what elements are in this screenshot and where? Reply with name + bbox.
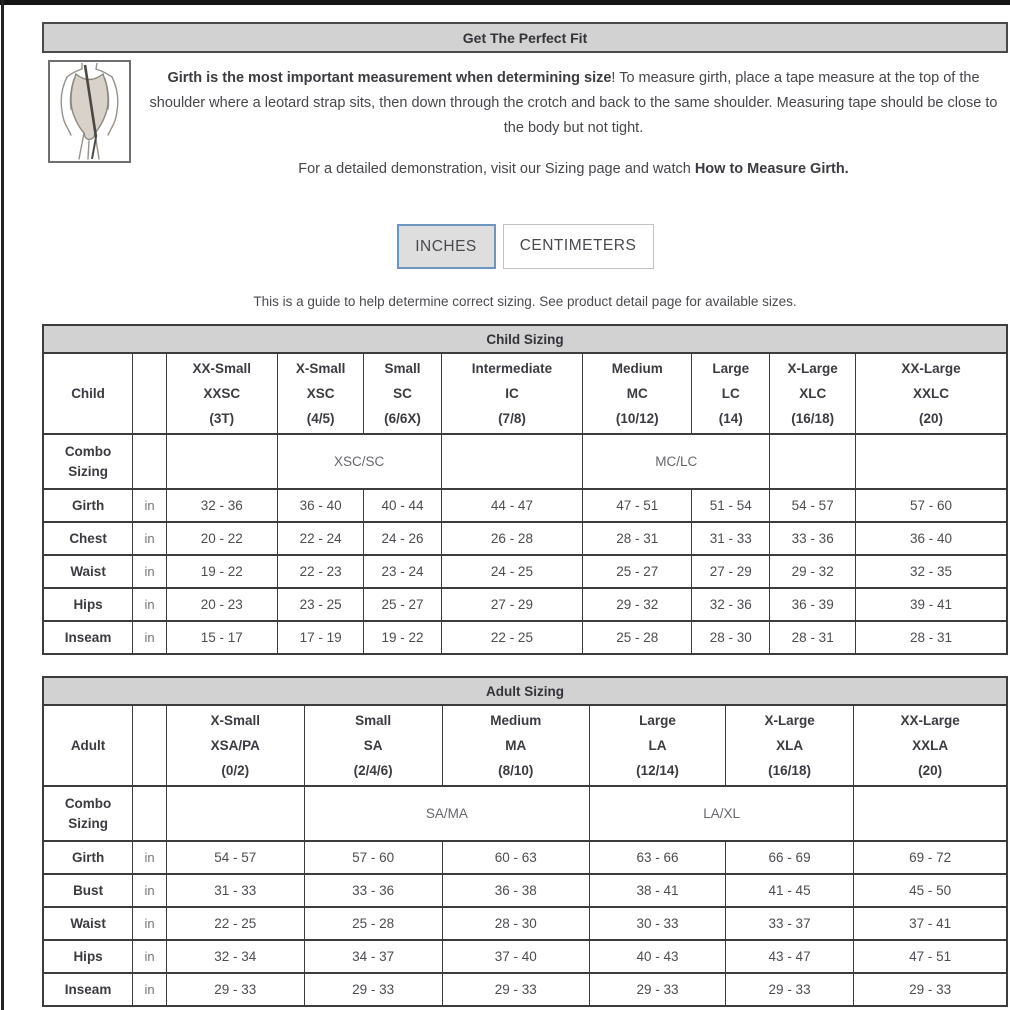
measurement-label: Inseam bbox=[43, 621, 133, 654]
size-header-cell bbox=[442, 705, 589, 786]
value-cell: 28 - 31 bbox=[583, 522, 692, 555]
leotard-figure-icon bbox=[51, 63, 128, 160]
size-name: XX-Large bbox=[901, 361, 961, 376]
size-range: (6/6X) bbox=[384, 411, 421, 426]
leotard-girth-diagram bbox=[48, 60, 131, 163]
size-header-cell bbox=[304, 705, 442, 786]
table-row bbox=[43, 940, 1007, 973]
size-header-row bbox=[43, 705, 1007, 786]
value-cell: 32 - 36 bbox=[692, 588, 770, 621]
size-code: MC bbox=[626, 386, 648, 401]
size-name: X-Small bbox=[295, 361, 346, 376]
size-chart-page bbox=[42, 0, 1008, 1007]
size-range: (8/10) bbox=[498, 763, 534, 778]
size-header-row bbox=[43, 353, 1007, 434]
empty-cell bbox=[133, 353, 167, 434]
size-name: XX-Large bbox=[900, 713, 960, 728]
girth-intro-section bbox=[42, 60, 1008, 177]
value-cell: 41 - 45 bbox=[725, 874, 853, 907]
size-code: SA bbox=[363, 738, 383, 753]
size-header-cell bbox=[166, 353, 277, 434]
unit-label: in bbox=[133, 621, 167, 654]
value-cell: 19 - 22 bbox=[364, 621, 441, 654]
combo-group: MC/LC bbox=[583, 434, 770, 489]
value-cell: 57 - 60 bbox=[856, 489, 1007, 522]
combo-sizing-row bbox=[43, 434, 1007, 489]
value-cell: 22 - 25 bbox=[166, 907, 304, 940]
size-header-cell bbox=[770, 353, 856, 434]
size-range: (20) bbox=[918, 763, 943, 778]
value-cell: 27 - 29 bbox=[441, 588, 583, 621]
value-cell: 47 - 51 bbox=[854, 940, 1007, 973]
value-cell: 25 - 27 bbox=[583, 555, 692, 588]
measurement-label: Waist bbox=[43, 555, 133, 588]
value-cell: 33 - 36 bbox=[770, 522, 856, 555]
size-name: Medium bbox=[490, 713, 542, 728]
value-cell: 29 - 33 bbox=[725, 973, 853, 1006]
table-row bbox=[43, 907, 1007, 940]
unit-toggle bbox=[42, 224, 1008, 269]
size-range: (7/8) bbox=[498, 411, 526, 426]
size-code: XSA/PA bbox=[210, 738, 260, 753]
size-range: (12/14) bbox=[636, 763, 679, 778]
how-to-measure-girth-label: How to Measure Girth. bbox=[694, 161, 849, 177]
measurement-label: Waist bbox=[43, 907, 133, 940]
value-cell: 32 - 35 bbox=[856, 555, 1007, 588]
value-cell: 23 - 25 bbox=[277, 588, 364, 621]
page-title: Get The Perfect Fit bbox=[42, 22, 1008, 53]
value-cell: 34 - 37 bbox=[304, 940, 442, 973]
unit-label: in bbox=[133, 588, 167, 621]
size-name: XX-Small bbox=[192, 361, 252, 376]
size-header-cell bbox=[590, 705, 726, 786]
unit-label: in bbox=[133, 489, 167, 522]
value-cell: 20 - 23 bbox=[166, 588, 277, 621]
size-code: XLC bbox=[799, 386, 827, 401]
size-code: SC bbox=[393, 386, 412, 401]
value-cell: 22 - 23 bbox=[277, 555, 364, 588]
value-cell: 25 - 27 bbox=[364, 588, 441, 621]
value-cell: 25 - 28 bbox=[583, 621, 692, 654]
unit-label: in bbox=[133, 940, 167, 973]
size-code: XXSC bbox=[203, 386, 241, 401]
table-row bbox=[43, 874, 1007, 907]
table-row bbox=[43, 588, 1007, 621]
measurement-label: Inseam bbox=[43, 973, 133, 1006]
table-title-row bbox=[43, 677, 1007, 705]
girth-instruction-bold: Girth is the most important measurement when determining size bbox=[167, 70, 612, 86]
size-code: XSC bbox=[306, 386, 335, 401]
empty-cell bbox=[133, 786, 167, 841]
size-range: (3T) bbox=[209, 411, 235, 426]
empty-cell bbox=[133, 434, 167, 489]
size-name: Intermediate bbox=[471, 361, 553, 376]
combo-sizing-header: Combo Sizing bbox=[43, 434, 133, 489]
size-name: Small bbox=[355, 713, 392, 728]
value-cell: 32 - 36 bbox=[166, 489, 277, 522]
size-code: XXLA bbox=[912, 738, 949, 753]
table-row bbox=[43, 841, 1007, 874]
size-code: LA bbox=[648, 738, 667, 753]
value-cell: 54 - 57 bbox=[770, 489, 856, 522]
value-cell: 20 - 22 bbox=[166, 522, 277, 555]
size-name: Large bbox=[639, 713, 676, 728]
size-header-cell bbox=[725, 705, 853, 786]
adult-sizing-table bbox=[42, 676, 1008, 1007]
empty-cell bbox=[133, 705, 167, 786]
child-table-title: Child Sizing bbox=[43, 325, 1007, 353]
sizing-guide-note: This is a guide to help determine correct sizing. See product detail page for available sizes. bbox=[253, 294, 797, 309]
value-cell: 29 - 33 bbox=[304, 973, 442, 1006]
unit-label: in bbox=[133, 907, 167, 940]
unit-label: in bbox=[133, 874, 167, 907]
value-cell: 28 - 31 bbox=[770, 621, 856, 654]
value-cell: 44 - 47 bbox=[441, 489, 583, 522]
size-header-cell bbox=[583, 353, 692, 434]
value-cell: 15 - 17 bbox=[166, 621, 277, 654]
table-row bbox=[43, 973, 1007, 1006]
unit-label: in bbox=[133, 522, 167, 555]
child-row-header: Child bbox=[43, 353, 133, 434]
value-cell: 54 - 57 bbox=[166, 841, 304, 874]
girth-instruction-text bbox=[143, 66, 1004, 141]
size-range: (14) bbox=[718, 411, 743, 426]
size-header-cell bbox=[692, 353, 770, 434]
girth-instructions bbox=[131, 60, 1008, 177]
empty-cell bbox=[770, 434, 856, 489]
size-name: X-Small bbox=[210, 713, 261, 728]
size-name: X-Large bbox=[764, 713, 815, 728]
inches-button[interactable]: INCHES bbox=[397, 224, 496, 269]
measurement-label: Girth bbox=[43, 841, 133, 874]
value-cell: 45 - 50 bbox=[854, 874, 1007, 907]
value-cell: 26 - 28 bbox=[441, 522, 583, 555]
value-cell: 22 - 25 bbox=[441, 621, 583, 654]
leotard-shape bbox=[71, 74, 108, 140]
unit-label: in bbox=[133, 841, 167, 874]
value-cell: 29 - 33 bbox=[590, 973, 726, 1006]
size-header-cell bbox=[441, 353, 583, 434]
measurement-label: Hips bbox=[43, 588, 133, 621]
adult-row-header: Adult bbox=[43, 705, 133, 786]
left-edge-border bbox=[1, 0, 4, 1010]
adult-table-title: Adult Sizing bbox=[43, 677, 1007, 705]
table-row bbox=[43, 522, 1007, 555]
measurement-label: Hips bbox=[43, 940, 133, 973]
size-header-cell bbox=[277, 353, 364, 434]
table-row bbox=[43, 621, 1007, 654]
value-cell: 23 - 24 bbox=[364, 555, 441, 588]
size-code: IC bbox=[505, 386, 519, 401]
size-range: (20) bbox=[919, 411, 944, 426]
value-cell: 39 - 41 bbox=[856, 588, 1007, 621]
value-cell: 29 - 33 bbox=[854, 973, 1007, 1006]
value-cell: 29 - 33 bbox=[442, 973, 589, 1006]
value-cell: 51 - 54 bbox=[692, 489, 770, 522]
value-cell: 69 - 72 bbox=[854, 841, 1007, 874]
value-cell: 25 - 28 bbox=[304, 907, 442, 940]
value-cell: 27 - 29 bbox=[692, 555, 770, 588]
size-name: Large bbox=[712, 361, 750, 376]
value-cell: 24 - 26 bbox=[364, 522, 441, 555]
value-cell: 29 - 32 bbox=[583, 588, 692, 621]
size-range: (4/5) bbox=[306, 411, 335, 426]
table-row bbox=[43, 555, 1007, 588]
measurement-label: Bust bbox=[43, 874, 133, 907]
value-cell: 31 - 33 bbox=[166, 874, 304, 907]
value-cell: 47 - 51 bbox=[583, 489, 692, 522]
unit-label: in bbox=[133, 555, 167, 588]
size-range: (2/4/6) bbox=[353, 763, 393, 778]
value-cell: 37 - 40 bbox=[442, 940, 589, 973]
value-cell: 17 - 19 bbox=[277, 621, 364, 654]
size-header-cell bbox=[364, 353, 441, 434]
value-cell: 43 - 47 bbox=[725, 940, 853, 973]
value-cell: 31 - 33 bbox=[692, 522, 770, 555]
value-cell: 57 - 60 bbox=[304, 841, 442, 874]
size-range: (16/18) bbox=[768, 763, 811, 778]
value-cell: 28 - 31 bbox=[856, 621, 1007, 654]
size-header-cell bbox=[856, 353, 1007, 434]
size-code: MA bbox=[505, 738, 527, 753]
table-row bbox=[43, 489, 1007, 522]
value-cell: 33 - 37 bbox=[725, 907, 853, 940]
value-cell: 19 - 22 bbox=[166, 555, 277, 588]
empty-cell bbox=[856, 434, 1007, 489]
value-cell: 66 - 69 bbox=[725, 841, 853, 874]
value-cell: 36 - 40 bbox=[277, 489, 364, 522]
combo-group: SA/MA bbox=[304, 786, 589, 841]
value-cell: 32 - 34 bbox=[166, 940, 304, 973]
centimeters-button[interactable]: CENTIMETERS bbox=[503, 224, 654, 269]
value-cell: 24 - 25 bbox=[441, 555, 583, 588]
value-cell: 40 - 43 bbox=[590, 940, 726, 973]
child-sizing-table bbox=[42, 324, 1008, 655]
size-code: LC bbox=[721, 386, 740, 401]
value-cell: 28 - 30 bbox=[692, 621, 770, 654]
value-cell: 38 - 41 bbox=[590, 874, 726, 907]
table-title-row bbox=[43, 325, 1007, 353]
value-cell: 40 - 44 bbox=[364, 489, 441, 522]
value-cell: 33 - 36 bbox=[304, 874, 442, 907]
size-range: (0/2) bbox=[221, 763, 250, 778]
size-code: XLA bbox=[776, 738, 804, 753]
value-cell: 29 - 32 bbox=[770, 555, 856, 588]
size-range: (10/12) bbox=[615, 411, 659, 426]
size-name: Small bbox=[384, 361, 421, 376]
size-header-cell bbox=[166, 705, 304, 786]
empty-cell bbox=[441, 434, 583, 489]
size-header-cell bbox=[854, 705, 1007, 786]
size-name: Medium bbox=[611, 361, 663, 376]
value-cell: 63 - 66 bbox=[590, 841, 726, 874]
size-name: X-Large bbox=[787, 361, 838, 376]
value-cell: 29 - 33 bbox=[166, 973, 304, 1006]
empty-cell bbox=[166, 434, 277, 489]
value-cell: 36 - 38 bbox=[442, 874, 589, 907]
combo-sizing-row bbox=[43, 786, 1007, 841]
value-cell: 28 - 30 bbox=[442, 907, 589, 940]
empty-cell bbox=[854, 786, 1007, 841]
value-cell: 22 - 24 bbox=[277, 522, 364, 555]
measurement-label: Chest bbox=[43, 522, 133, 555]
value-cell: 36 - 39 bbox=[770, 588, 856, 621]
value-cell: 36 - 40 bbox=[856, 522, 1007, 555]
combo-sizing-header: Combo Sizing bbox=[43, 786, 133, 841]
value-cell: 37 - 41 bbox=[854, 907, 1007, 940]
measurement-label: Girth bbox=[43, 489, 133, 522]
value-cell: 60 - 63 bbox=[442, 841, 589, 874]
size-code: XXLC bbox=[913, 386, 950, 401]
combo-group: XSC/SC bbox=[277, 434, 441, 489]
size-range: (16/18) bbox=[791, 411, 835, 426]
girth-instruction-rest: ! To measure girth, place a tape measure at the top of the shoulder where a leotard strap sits, then down through the crotch and back to the same shoulder. Measuring tape should be close to the body but not tight. bbox=[149, 70, 998, 136]
combo-group: LA/XL bbox=[590, 786, 854, 841]
empty-cell bbox=[166, 786, 304, 841]
unit-label: in bbox=[133, 973, 167, 1006]
value-cell: 30 - 33 bbox=[590, 907, 726, 940]
demo-text: For a detailed demonstration, visit our Sizing page and watch How to Measure Girth. bbox=[298, 161, 849, 177]
